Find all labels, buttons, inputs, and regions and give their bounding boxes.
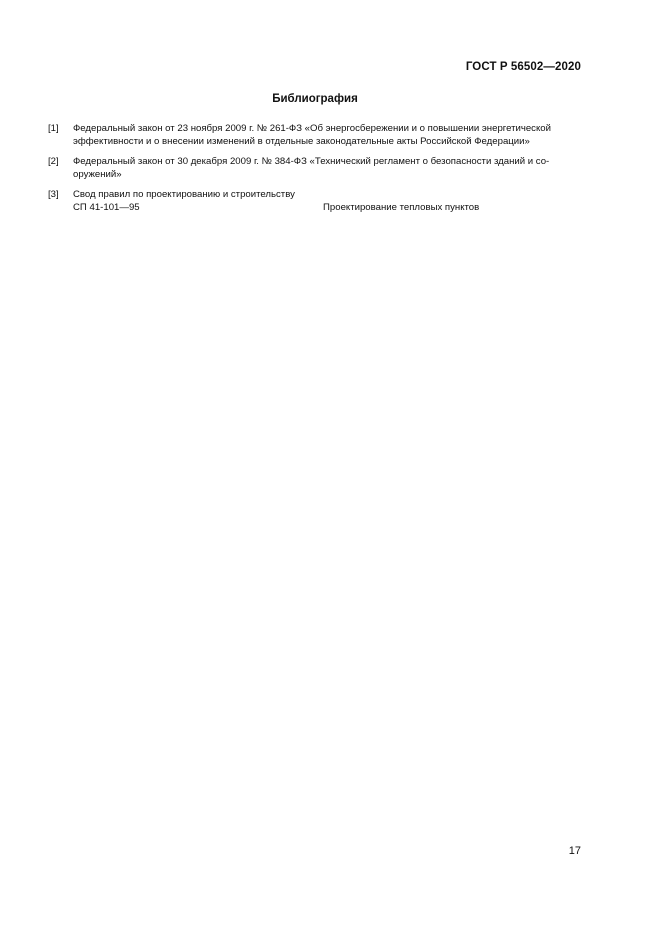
standard-code-row — [73, 202, 588, 215]
document-code: ГОСТ Р 56502—2020 — [465, 61, 581, 73]
bibliography-entry — [48, 189, 588, 214]
page-number: 17 — [568, 845, 581, 857]
entry-text — [73, 156, 588, 181]
entry-number: [3] — [48, 189, 59, 201]
bibliography-list — [48, 123, 588, 223]
entry-line: Федеральный закон от 23 ноября 2009 г. № 261-ФЗ «Об энергосбережении и о повышении энергетической — [73, 123, 551, 134]
bibliography-entry — [48, 156, 588, 181]
entry-line: эффективности и о внесении изменений в отдельные законодательные акты Российской Федерации» — [73, 135, 530, 147]
entry-text — [73, 123, 588, 148]
standard-code: СП 41-101—95 — [73, 201, 140, 213]
standard-title: Проектирование тепловых пунктов — [323, 201, 480, 213]
bibliography-heading: Библиография — [272, 93, 358, 105]
entry-line: Федеральный закон от 30 декабря 2009 г. № 384-ФЗ «Технический регламент о безопасности зданий и со- — [73, 156, 550, 168]
entry-number: [1] — [48, 123, 59, 134]
bibliography-entry — [48, 123, 588, 148]
entry-line: Свод правил по проектированию и строительству — [73, 189, 295, 201]
entry-text — [73, 189, 588, 214]
entry-line: оружений» — [73, 168, 122, 180]
entry-number: [2] — [48, 156, 59, 168]
